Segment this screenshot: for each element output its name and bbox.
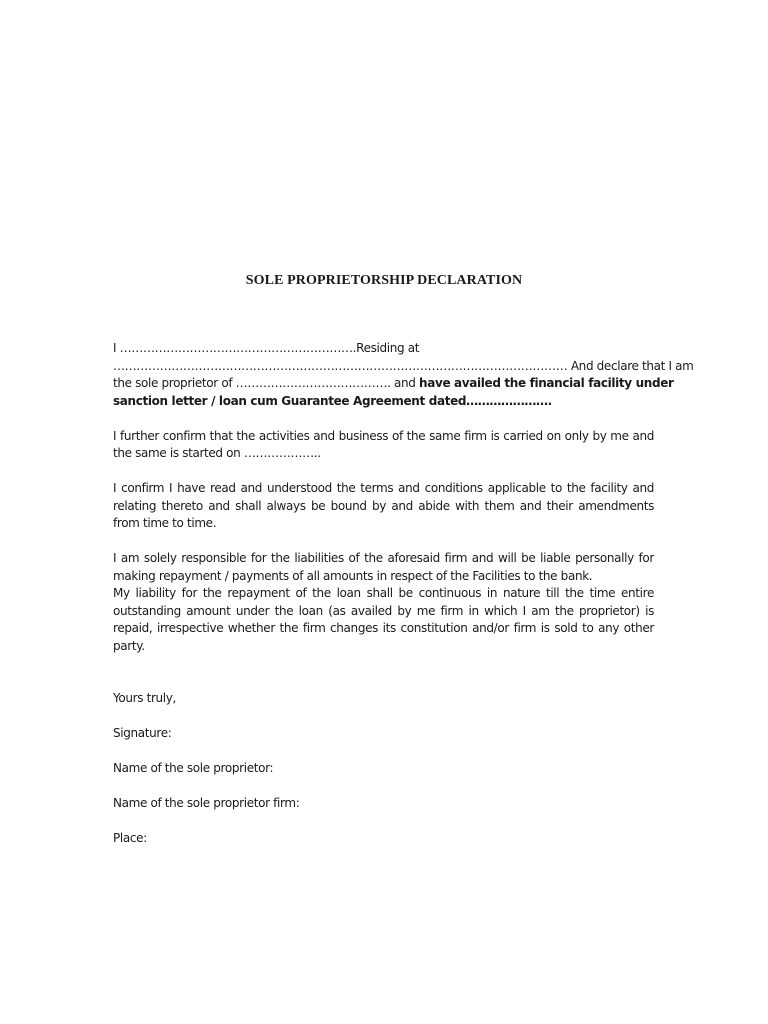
proprietor-name-label: Name of the sole proprietor: xyxy=(113,761,274,775)
residence-blank: ……………………………………………………………………………………………………… xyxy=(113,358,568,373)
liability-paragraph: I am solely responsible for the liabilities of the aforesaid firm and will be liable personally for making repayment / payments of all amounts in respect of the Facilities to the bank. xyxy=(113,551,654,583)
proprietor-line xyxy=(113,375,674,393)
firm-name-label: Name of the sole proprietor firm: xyxy=(113,796,300,810)
declare-text: And declare that I am xyxy=(567,358,694,373)
document-title: SOLE PROPRIETORSHIP DECLARATION xyxy=(245,273,523,288)
declarant-line: I …………………………………………………….Residing at xyxy=(113,341,420,355)
signature-label: Signature: xyxy=(113,726,172,740)
closing-line: Yours truly, xyxy=(113,691,176,705)
confirm-business-paragraph: I further confirm that the activities and business of the same firm is carried on only by me and the same is started on ……………….. xyxy=(113,428,654,460)
residence-line xyxy=(113,358,694,376)
repayment-paragraph: My liability for the repayment of the loan shall be continuous in nature till the time entire outstanding amount under the loan (as availed by me firm in which I am the proprietor) is repaid, irrespective whether the firm changes its constitution and/or firm is sold to any other party. xyxy=(113,586,654,653)
confirm-terms-paragraph: I confirm I have read and understood the terms and conditions applicable to the facility and relating thereto and shall always be bound by and abide with them and their amendments from time to time. xyxy=(113,481,654,530)
facility-text: have availed the financial facility under xyxy=(419,376,674,390)
document-body xyxy=(113,340,694,848)
proprietor-text: the sole proprietor of …………………………………. and xyxy=(113,376,420,390)
sanction-line: sanction letter / loan cum Guarantee Agreement dated…………………. xyxy=(113,393,552,408)
place-label: Place: xyxy=(113,831,147,845)
